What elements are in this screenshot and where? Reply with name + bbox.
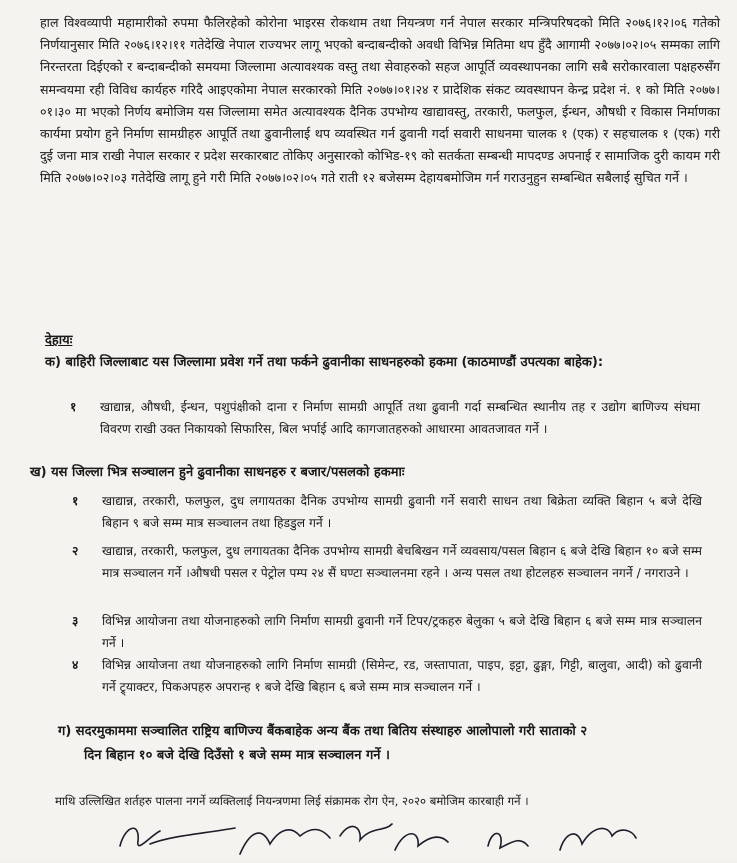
section-a-title	[45, 352, 700, 374]
section-g	[58, 720, 703, 768]
item-number: १	[70, 400, 77, 414]
signature-scribbles	[0, 806, 737, 859]
intro-paragraph: हाल विश्वव्यापी महामारीको रुपमा फैलिरहेको कोरोना भाइरस रोकथाम तथा नियन्त्रण गर्न नेपाल सरकार मन्त्रिपरिषदको मिति २०७६।१२।०६ गतेको निर्णयानुसार मिति २०७६।१२।११ गतेदेखि नेपाल राज्यभर लागू भएको बन्दाबन्दीको अवधी विभिन्न मितिमा थप हुँदै आगामी २०७७।०२।०५ सम्मका लागि निरन्तरता दिईएको र बन्दाबन्दीको समयमा जिल्लामा अत्यावश्यक वस्तु तथा सेवाहरुको सहज आपूर्ति व्यवस्थापनका लागि सबै सरोकारवाला पक्षहरुसँग समन्वयमा रही विविध कार्यहरु गरिदै आइएकोमा नेपाल सरकारको मिति २०७७।०१।२४ र प्रादेशिक संकट व्यवस्थापन केन्द्र प्रदेश नं. १ को मिति २०७७।०१।३० मा भएको निर्णय बमोजिम यस जिल्लामा समेत अत्यावश्यक दैनिक उपभोग्य खाद्यावस्तु, तरकारी, फलफुल, ईन्धन, औषधी र विकास निर्माणका कार्यमा प्रयोग हुने निर्माण सामग्रीहरु आपूर्ति तथा ढुवानीलाई थप व्यवस्थित गर्न ढुवानी गर्दा सवारी साधनमा चालक १ (एक) र सहचालक १ (एक) गरी दुई जना मात्र राखी नेपाल सरकार र प्रदेश सरकारबाट तोकिए अनुसारको कोभिड-१९ को सतर्कता सम्बन्धी मापदण्ड अपनाई र सामाजिक दुरी कायम गरी मिति २०७७।०२।०३ गतेदेखि लागू हुने गरी मिति २०७७।०२।०५ गते राती १२ बजेसम्म देहायबमोजिम गर्न गराउनुहुन सम्बन्धित सबैलाई सुचित गर्ने ।	[40, 15, 720, 186]
signature-5	[488, 833, 528, 848]
footer-note: माथि उल्लिखित शर्तहरु पालना नगर्ने व्यक्तिलाई नियन्त्रणमा लिई संक्रामक रोग ऐन, २०२० बमोजिम कारबाही गर्ने ।	[55, 794, 529, 808]
signature-4	[395, 834, 448, 850]
signature-1	[120, 828, 235, 846]
item-number: १	[72, 494, 79, 508]
item-text: विभिन्न आयोजना तथा योजनाहरुको लागि निर्माण सामग्री (सिमेन्ट, रड, जस्तापाता, पाइप, इट्टा, ढुङ्गा, गिट्टी, बालुवा, आदी) को ढुवानी गर्ने ट्र्याक्टर, पिकअपहरु अपरान्ह १ बजे देखि बिहान ६ बजे सम्म मात्र सञ्चालन गर्ने ।	[102, 658, 702, 694]
signature-2	[240, 830, 330, 855]
section-heading: देहायः	[45, 333, 73, 348]
item-number: ४	[72, 658, 79, 672]
signatures	[0, 806, 737, 859]
item-number: ३	[72, 614, 79, 628]
signature-3	[340, 824, 392, 840]
section-g-line-1: ग) सदरमुकाममा सञ्चालित राष्ट्रिय बाणिज्य बैंकबाहेक अन्य बैंक तथा बितिय संस्थाहरु आलोपालो गरी साताको २	[58, 724, 588, 739]
section-b-title: ख) यस जिल्ला भित्र सञ्चालन हुने ढुवानीका साधनहरु र बजार/पसलको हकमाः	[30, 465, 405, 480]
section-g-line-2: दिन बिहान १० बजे देखि दिउँसो १ बजे सम्म मात्र सञ्चालन गर्ने ।	[84, 748, 390, 763]
item-text: खाद्यान्न, तरकारी, फलफुल, दुध लगायतका दैनिक उपभोग्य सामग्री बेचबिखन गर्ने व्यवसाय/पसल बिहान ६ बजे देखि बिहान १० बजे सम्म मात्र सञ्चालन गर्ने ।औषधी पसल र पेट्रोल पम्प २४ सैं घण्टा सञ्चालनमा रहने । अन्य पसल तथा होटलहरु सञ्चालन नगर्ने / नगराउने ।	[102, 544, 702, 580]
item-number: २	[72, 544, 79, 558]
item-text: विभिन्न आयोजना तथा योजनाहरुको लागि निर्माण सामग्री ढुवानी गर्ने टिपर/ट्रकहरु बेलुका ५ बजे देखि बिहान ६ बजे सम्म मात्र सञ्चालन गर्ने ।	[102, 614, 702, 650]
section-a-mark: क)	[45, 355, 61, 370]
item-text: खाद्यान्न, तरकारी, फलफुल, दुध लगायतका दैनिक उपभोग्य सामग्री ढुवानी गर्ने सवारी साधन तथा बिक्रेता व्यक्ति बिहान ५ बजे देखि बिहान ९ बजे सम्म मात्र सञ्चालन तथा हिडडुल गर्ने ।	[102, 494, 702, 530]
item-text: खाद्यान्न, औषधी, ईन्धन, पशुपंक्षीको दाना र निर्माण सामग्री आपूर्ति तथा ढुवानी गर्दा सम्बन्धित स्थानीय तह र उद्योग बाणिज्य संघमा विवरण राखी उक्त निकायको सिफारिस, बिल भर्पाई आदि कागजातहरुको आधारमा आवतजावत गर्ने ।	[100, 400, 700, 436]
signature-6	[560, 828, 636, 850]
section-a-title-text: बाहिरी जिल्लाबाट यस जिल्लामा प्रवेश गर्ने तथा फर्कने ढुवानीका साधनहरुको हकमा (काठमाण्डौं उपत्यका बाहेक):	[65, 355, 604, 370]
